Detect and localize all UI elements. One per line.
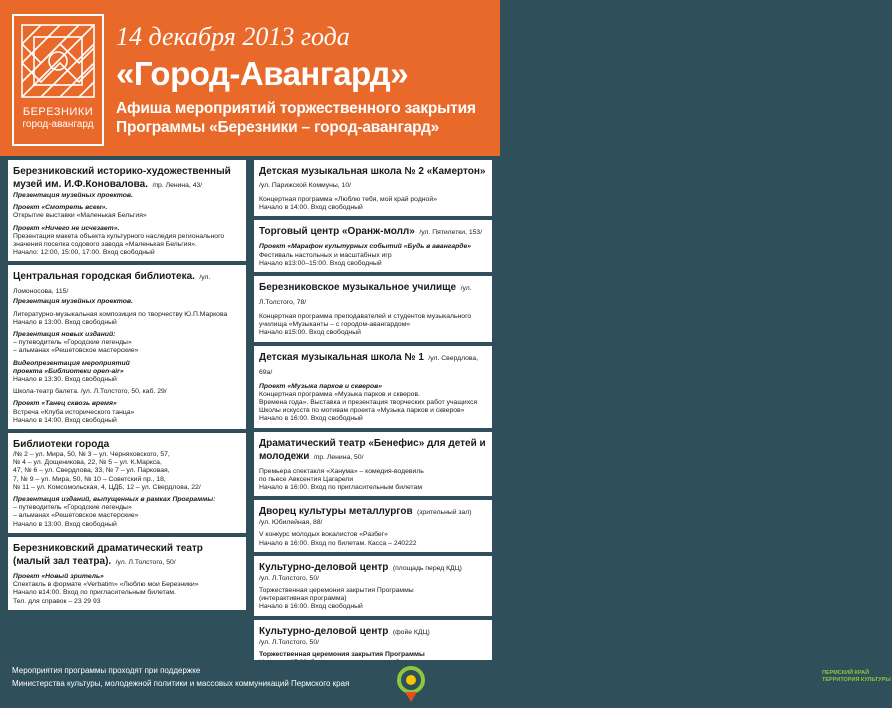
event-card	[254, 346, 492, 428]
event-card	[254, 220, 492, 272]
event-detail: Концертная программа «Музыка парков и скверов.	[259, 390, 420, 398]
event-detail: 47, № 6 – ул. Свердлова, 33, № 7 – ул. Парковая,	[13, 467, 170, 475]
event-card-header	[13, 541, 241, 568]
perm-culture-logo	[396, 662, 891, 704]
subtitle	[116, 99, 476, 137]
venue-address: /ул. Л.Толстого, 78/	[259, 285, 472, 307]
left-event-column	[8, 160, 246, 614]
event-detail: /№ 2 – ул. Мира, 50, № 3 – ул. Черняховского, 57,	[13, 451, 170, 459]
project-name: Презентация музейных проектов.	[13, 192, 133, 199]
event-detail: Школы искусств по мотивам проекта «Музыка парков и скверов»	[259, 407, 465, 415]
event-card	[8, 265, 246, 429]
project-name: Проект «Смотреть всем».	[13, 204, 108, 212]
venue-title: Березниковское музыкальное училище	[259, 282, 457, 294]
project-name: Видеопрезентация мероприятий	[13, 359, 130, 367]
event-card-header	[259, 164, 487, 191]
event-detail: Встреча «Клуба исторического танца»	[13, 408, 135, 416]
event-detail: Начало в13:00–15:00. Вход свободный	[259, 259, 382, 267]
venue-title: Дворец культуры металлургов	[259, 506, 413, 518]
venue-address: /ул. Л.Толстого, 50/	[115, 558, 176, 566]
event-detail: Премьера спектакля «Ханума» – комедия-водевиль	[259, 467, 424, 475]
event-detail: Начало в 13:00. Вход свободный	[13, 318, 117, 326]
event-detail: значения поселка содового завода «Маленькая Бельгия».	[13, 241, 197, 249]
event-detail: Литературно-музыкальная композиция по творчеству Ю.П.Маркова	[13, 310, 228, 318]
event-card-header	[259, 624, 487, 638]
event-detail: Тел. для справок – 23 29 93	[13, 597, 101, 605]
event-card-header	[13, 164, 241, 191]
event-detail: Начало в 13:00. Вход свободный	[13, 520, 117, 528]
event-detail: Спектакль в формате «Verbatim» «Люблю мои Березники»	[13, 581, 199, 589]
event-detail: – альманах «Решетовское мастерские»	[13, 347, 139, 355]
event-card-header	[259, 280, 487, 308]
event-detail: – путеводитель «Городские легенды»	[13, 504, 132, 512]
venue-title: Культурно-деловой центр	[259, 561, 389, 573]
project-name: Презентация новых изданий:	[13, 331, 116, 339]
event-detail: – альманах «Решетовское мастерские»	[13, 512, 139, 520]
subtitle-line: Программы «Березники – город-авангард»	[116, 119, 440, 136]
event-card-header	[259, 224, 487, 238]
event-detail: Начало в14:00. Вход по пригласительным билетам.	[13, 589, 176, 597]
event-detail: V конкурс молодых вокалистов «Разбег»	[259, 531, 388, 539]
event-detail: Начало в 14:00. Вход свободный	[13, 416, 117, 424]
event-detail: Начало в 13:30. Вход свободный	[13, 376, 117, 384]
header	[0, 0, 500, 156]
venue-address: /ул. Пятилетки, 153/	[419, 229, 483, 237]
venue-address: /ул. Ломоносова, 115/	[13, 274, 211, 296]
event-detail: Начало в 16:00. Вход свободный	[259, 415, 363, 423]
event-card-header	[259, 350, 487, 378]
event-detail: Начало в 16:00. Вход по пригласительным билетам	[259, 484, 422, 492]
venue-address: /ул. Парижской Коммуны, 10/	[259, 182, 352, 189]
venue-address: /пр. Ленина, 50/	[313, 453, 364, 461]
venue-title: Центральная городская библиотека.	[13, 271, 195, 283]
project-name: Презентация изданий, выпущенных в рамках Программы:	[13, 496, 216, 504]
venue-address: /ул. Л.Толстого, 50/	[259, 574, 319, 582]
event-card-header	[259, 436, 487, 463]
event-detail: Открытие выставки «Маленькая Бельгия»	[13, 212, 147, 220]
venue-title: Драматический театр «Бенефис» для детей и молодежи	[259, 437, 486, 462]
event-detail: Фестиваль настольных и масштабных игр	[259, 251, 392, 259]
event-detail: Начало в 14:00. Вход свободный	[259, 204, 363, 212]
event-detail: 7, № 9 – ул. Мира, 50, № 10 – Советский пр., 18,	[13, 475, 166, 483]
event-date: 14 декабря 2013 года	[116, 22, 350, 51]
event-card	[254, 556, 492, 616]
venue-title: Березниковский историко-художественный музей им. И.Ф.Коновалова.	[13, 166, 231, 190]
project-name: Проект «Музыка парков и скверов»	[259, 382, 383, 390]
event-detail: Школа-театр балета. /ул. Л.Толстого, 50, каб. 29/	[13, 388, 167, 396]
venue-title: Детская музыкальная школа № 2 «Камертон»	[259, 166, 486, 177]
event-detail: Времена года». Выставка и презентация творческих работ учащихся	[259, 399, 478, 407]
event-card	[8, 433, 246, 533]
project-name: Проект «Ничего не исчезает».	[13, 224, 120, 232]
venue-address: /ул. Л.Толстого, 50/	[259, 638, 319, 646]
logo-tagline: город-авангард	[22, 119, 94, 130]
project-name: Проект «Новый зритель»	[13, 572, 104, 580]
event-card	[254, 276, 492, 342]
venue-title: Березниковский драматический театр (малый зал театра).	[13, 542, 203, 567]
project-name: Проект «Марафон культурных событий «Будь в авангарде»	[259, 243, 472, 251]
geometric-logo-icon	[19, 22, 97, 100]
event-detail: – путеводитель «Городские легенды»	[13, 339, 132, 347]
event-detail: Начало в15:00. Вход свободный	[259, 329, 361, 337]
event-card-header	[13, 269, 241, 297]
event-card-header	[259, 504, 487, 518]
event-detail: Торжественная церемония закрытия Программы	[259, 650, 425, 658]
perm-logo-text: ПЕРМСКИЙ КРАЙ ТЕРРИТОРИЯ КУЛЬТУРЫ	[822, 670, 891, 683]
event-detail: Презентация макета объекта культурного наследия регионального	[13, 232, 225, 240]
venue-title: Библиотеки города	[13, 439, 110, 451]
event-detail: Концертная программа «Люблю тебя, мой край родной»	[259, 196, 437, 203]
event-card	[254, 500, 492, 552]
event-detail: училища «Музыканты – с городом-авангардом»	[259, 321, 411, 329]
event-card-header	[13, 437, 241, 450]
right-event-column	[254, 160, 492, 675]
venue-address: /ул. Юбилейная, 88/	[259, 519, 323, 527]
perm-region-logo-icon	[396, 662, 426, 704]
project-name: проекта «Библиотеки open-air»	[13, 367, 124, 375]
project-name: Проект «Танец сквозь время»	[13, 400, 117, 408]
subtitle-line: Афиша мероприятий торжественного закрытия	[116, 100, 476, 117]
venue-address: (зрительный зал)	[417, 509, 472, 517]
event-detail: № 11 – ул. Комсомольская, 4, ЦДБ, 12 – ул. Свердлова, 22/	[13, 483, 201, 491]
footer-ministry-line: Министерства культуры, молодежной политики и массовых коммуникаций Пермского края	[12, 679, 350, 688]
event-detail: Начало: 12:00, 15:00, 17:00. Вход свободный	[13, 249, 155, 257]
venue-address: /ул. Свердлова, 69а/	[259, 354, 479, 376]
main-title: «Город-Авангард»	[116, 55, 409, 92]
footer	[0, 660, 891, 708]
event-detail: (интерактивная программа)	[259, 595, 347, 603]
venue-title: Торговый центр «Оранж-молл»	[259, 226, 415, 238]
footer-support-line: Мероприятия программы проходят при поддержке	[12, 666, 201, 675]
project-name: Презентация музейных проектов.	[13, 298, 133, 306]
event-card	[254, 160, 492, 216]
event-card	[8, 537, 246, 610]
event-detail: Начало в 16:00. Вход по билетам. Касса – 240222	[259, 539, 417, 547]
event-card	[254, 432, 492, 497]
venue-address: /пр. Ленина, 43/	[152, 182, 203, 189]
event-detail: Концертная программа преподавателей и студентов музыкального	[259, 313, 472, 321]
venue-address: (площадь перед КДЦ)	[392, 564, 462, 572]
event-card-header	[259, 560, 487, 574]
event-detail: № 4 – ул. Дощеникова, 22, № 5 – ул. К.Маркса,	[13, 459, 162, 467]
event-detail: Торжественная церемония закрытия Программы	[259, 587, 414, 595]
event-detail: по пьесе Авксентия Цагарели	[259, 475, 354, 483]
logo-city-name: БЕРЕЗНИКИ	[22, 106, 94, 118]
city-logo	[12, 14, 104, 146]
event-card	[8, 160, 246, 261]
event-detail: Начало в 16:00. Вход свободный	[259, 603, 363, 611]
venue-address: (фойе КДЦ)	[392, 628, 430, 636]
venue-title: Детская музыкальная школа № 1	[259, 351, 424, 363]
venue-title: Культурно-деловой центр	[259, 625, 389, 637]
